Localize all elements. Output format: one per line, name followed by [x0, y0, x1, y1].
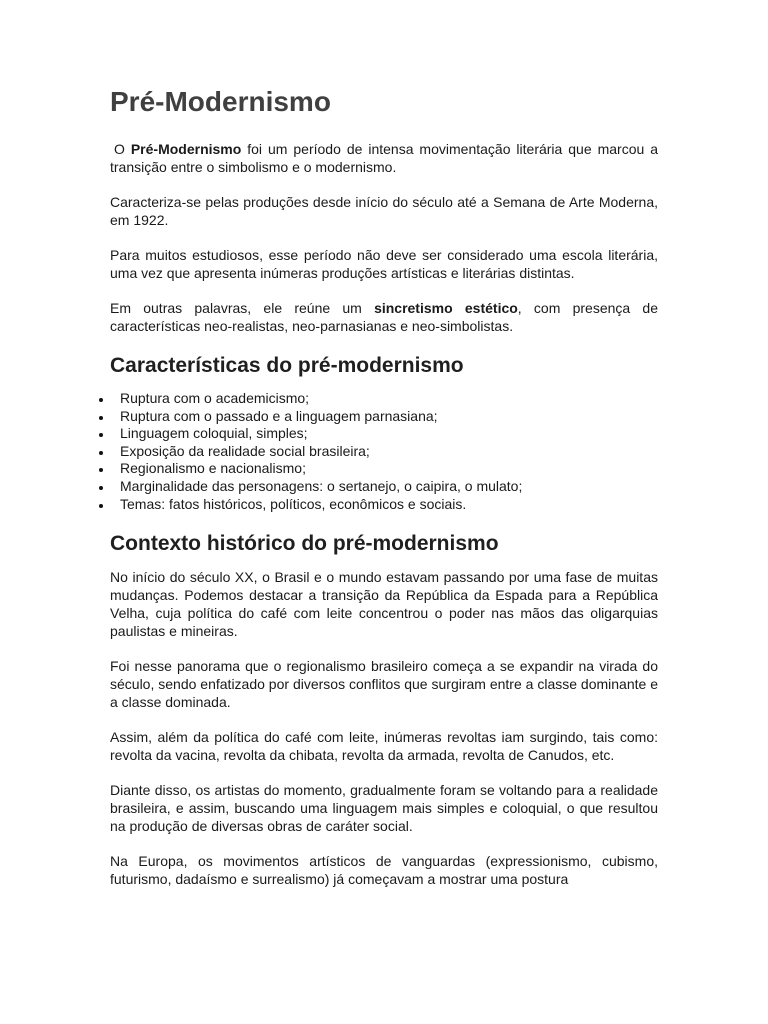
context-paragraph: Assim, além da política do café com leite, inúmeras revoltas iam surgindo, tais como: revolta da vacina, revolta da chibata, revolta da armada, revolta de Canudos, etc. — [110, 729, 658, 764]
characteristics-list — [110, 390, 658, 513]
intro-p1-bold: Pré-Modernismo — [130, 141, 242, 157]
intro-p4-bold: sincretismo estético — [374, 300, 518, 316]
list-item: Temas: fatos históricos, políticos, econômicos e sociais. — [110, 496, 658, 514]
context-paragraph: No início do século XX, o Brasil e o mundo estavam passando por uma fase de muitas mudanças. Podemos destacar a transição da República da Espada para a República Velha, cuja política do café com leite concentrou o poder nas mãos das oligarquias paulistas e mineiras. — [110, 569, 658, 640]
section-heading-context: Contexto histórico do pré-modernismo — [110, 532, 499, 556]
list-item: Linguagem coloquial, simples; — [110, 425, 658, 443]
intro-paragraph-4 — [110, 299, 658, 335]
context-paragraph: Na Europa, os movimentos artísticos de vanguardas (expressionismo, cubismo, futurismo, dadaísmo e surrealismo) já começavam a mostrar uma postura — [110, 853, 658, 888]
context-paragraph: Foi nesse panorama que o regionalismo brasileiro começa a se expandir na virada do século, sendo enfatizado por diversos conflitos que surgiram entre a classe dominante e a classe dominada. — [110, 658, 658, 711]
intro-paragraph-3: Para muitos estudiosos, esse período não deve ser considerado uma escola literária, uma vez que apresenta inúmeras produções artísticas e literárias distintas. — [110, 247, 658, 281]
list-item: Exposição da realidade social brasileira; — [110, 443, 658, 461]
intro-paragraph-2: Caracteriza-se pelas produções desde início do século até a Semana de Arte Moderna, em 1922. — [110, 194, 658, 228]
intro-p4-prefix: Em outras palavras, ele reúne um — [110, 300, 375, 316]
list-item: Ruptura com o passado e a linguagem parnasiana; — [110, 408, 658, 426]
intro-p4-rest: , com presença de características neo-realistas, neo-parnasianas e neo-simbolistas. — [110, 300, 658, 334]
list-item: Marginalidade das personagens: o sertanejo, o caipira, o mulato; — [110, 478, 658, 496]
intro-p1-prefix: O — [114, 141, 131, 157]
section-heading-characteristics: Características do pré-modernismo — [110, 354, 464, 377]
list-item: Regionalismo e nacionalismo; — [110, 460, 658, 478]
list-item: Ruptura com o academicismo; — [110, 390, 658, 408]
context-paragraph: Diante disso, os artistas do momento, gradualmente foram se voltando para a realidade brasileira, e assim, buscando uma linguagem mais simples e coloquial, o que resultou na produção de diversas obras de caráter social. — [110, 782, 658, 835]
page-title: Pré-Modernismo — [110, 86, 331, 117]
intro-paragraph-1 — [110, 140, 658, 176]
document-content — [110, 84, 658, 905]
intro-p1-rest: foi um período de intensa movimentação literária que marcou a transição entre o simbolismo e o modernismo. — [110, 141, 658, 175]
